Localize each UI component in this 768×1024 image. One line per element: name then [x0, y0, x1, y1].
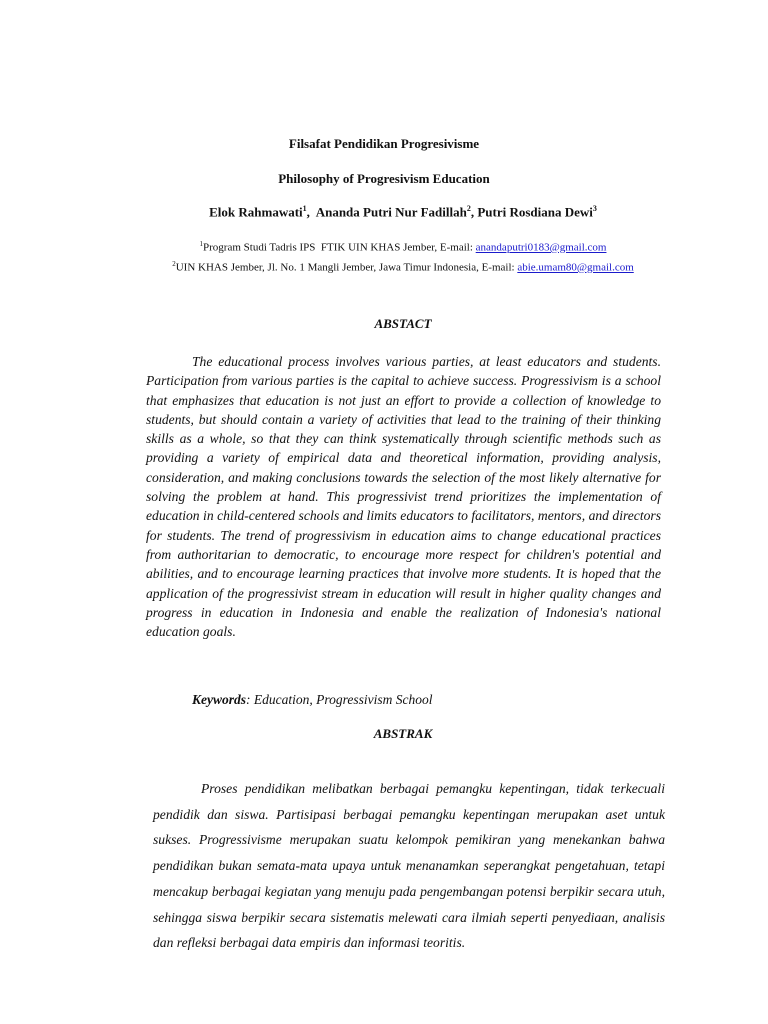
author-name: Elok Rahmawati	[209, 204, 303, 220]
affiliation-1	[0, 240, 768, 254]
abstract-heading: ABSTACT	[374, 316, 432, 331]
abstract-english: The educational process involves various parties, at least educators and students. Participation from various parties is the capital to achieve success. Progressivism is a school that emphasizes that education is not just an effort to provide a collection of knowledge to students, but should contain a variety of activities that lead to the training of their thinking skills as a whole, so that they can think systematically through scientific methods such as providing a variety of empirical data and theoretical information, providing analysis, consideration, and making conclusions towards the selection of the most likely alternative for solving the problem at hand. This progressivist trend prioritizes the implementation of education in child-centered schools and limits educators to facilitators, mentors, and directors for students. The trend of progressivism in education aims to change educational practices from authoritarian to democratic, to encourage more respect for children's potential and abilities, and to encourage learning practices that involve more students. It is hoped that the application of the progressivist stream in education will result in higher quality changes and progress in education in Indonesia and enable the realization of Indonesia's national education goals.	[146, 354, 661, 640]
paper-title: Filsafat Pendidikan Progresivisme	[288, 136, 480, 151]
affiliation-superscript: 1	[199, 240, 204, 248]
author-name: Ananda Putri Nur Fadillah	[315, 204, 467, 220]
author-separator: ,	[306, 204, 316, 220]
keywords-label: Keywords	[192, 692, 246, 707]
abstract-indonesian: Proses pendidikan melibatkan berbagai pemangku kepentingan, tidak terkecuali pendidik dan siswa. Partisipasi berbagai pemangku kepentingan merupakan aset untuk sukses. Progressivisme merupakan suatu kelompok pemikiran yang menekankan bahwa pendidikan bukan semata-mata upaya untuk menanamkan seperangkat pengetahuan, tetapi mencakup berbagai kegiatan yang menuju pada pengembangan potensi berpikir secara utuh, sehingga siswa berpikir secara sistematis melewati cara ilmiah seperti penyediaan, analisis dan refleksi berbagai data empiris dan informasi teoritis.	[153, 781, 665, 951]
keywords-line	[192, 692, 432, 708]
author-separator: ,	[470, 204, 478, 220]
paper-subtitle: Philosophy of Progresivism Education	[278, 171, 490, 186]
affiliation-2	[0, 260, 768, 274]
affiliation-text: Program Studi Tadris IPS FTIK UIN KHAS Jember, E-mail:	[203, 241, 476, 254]
author-superscript: 2	[466, 204, 471, 213]
abstrak-heading: ABSTRAK	[373, 726, 433, 741]
email-link[interactable]: abie.umam80@gmail.com	[517, 261, 634, 274]
keywords-text: : Education, Progressivism School	[246, 692, 433, 707]
author-superscript: 1	[302, 204, 307, 213]
author-name: Putri Rosdiana Dewi	[477, 204, 593, 220]
author-list	[0, 204, 768, 220]
affiliation-superscript: 2	[172, 260, 176, 268]
email-link[interactable]: anandaputri0183@gmail.com	[475, 241, 607, 254]
affiliation-text: UIN KHAS Jember, Jl. No. 1 Mangli Jember, Jawa Timur Indonesia, E-mail:	[175, 261, 518, 274]
author-superscript: 3	[592, 204, 597, 213]
